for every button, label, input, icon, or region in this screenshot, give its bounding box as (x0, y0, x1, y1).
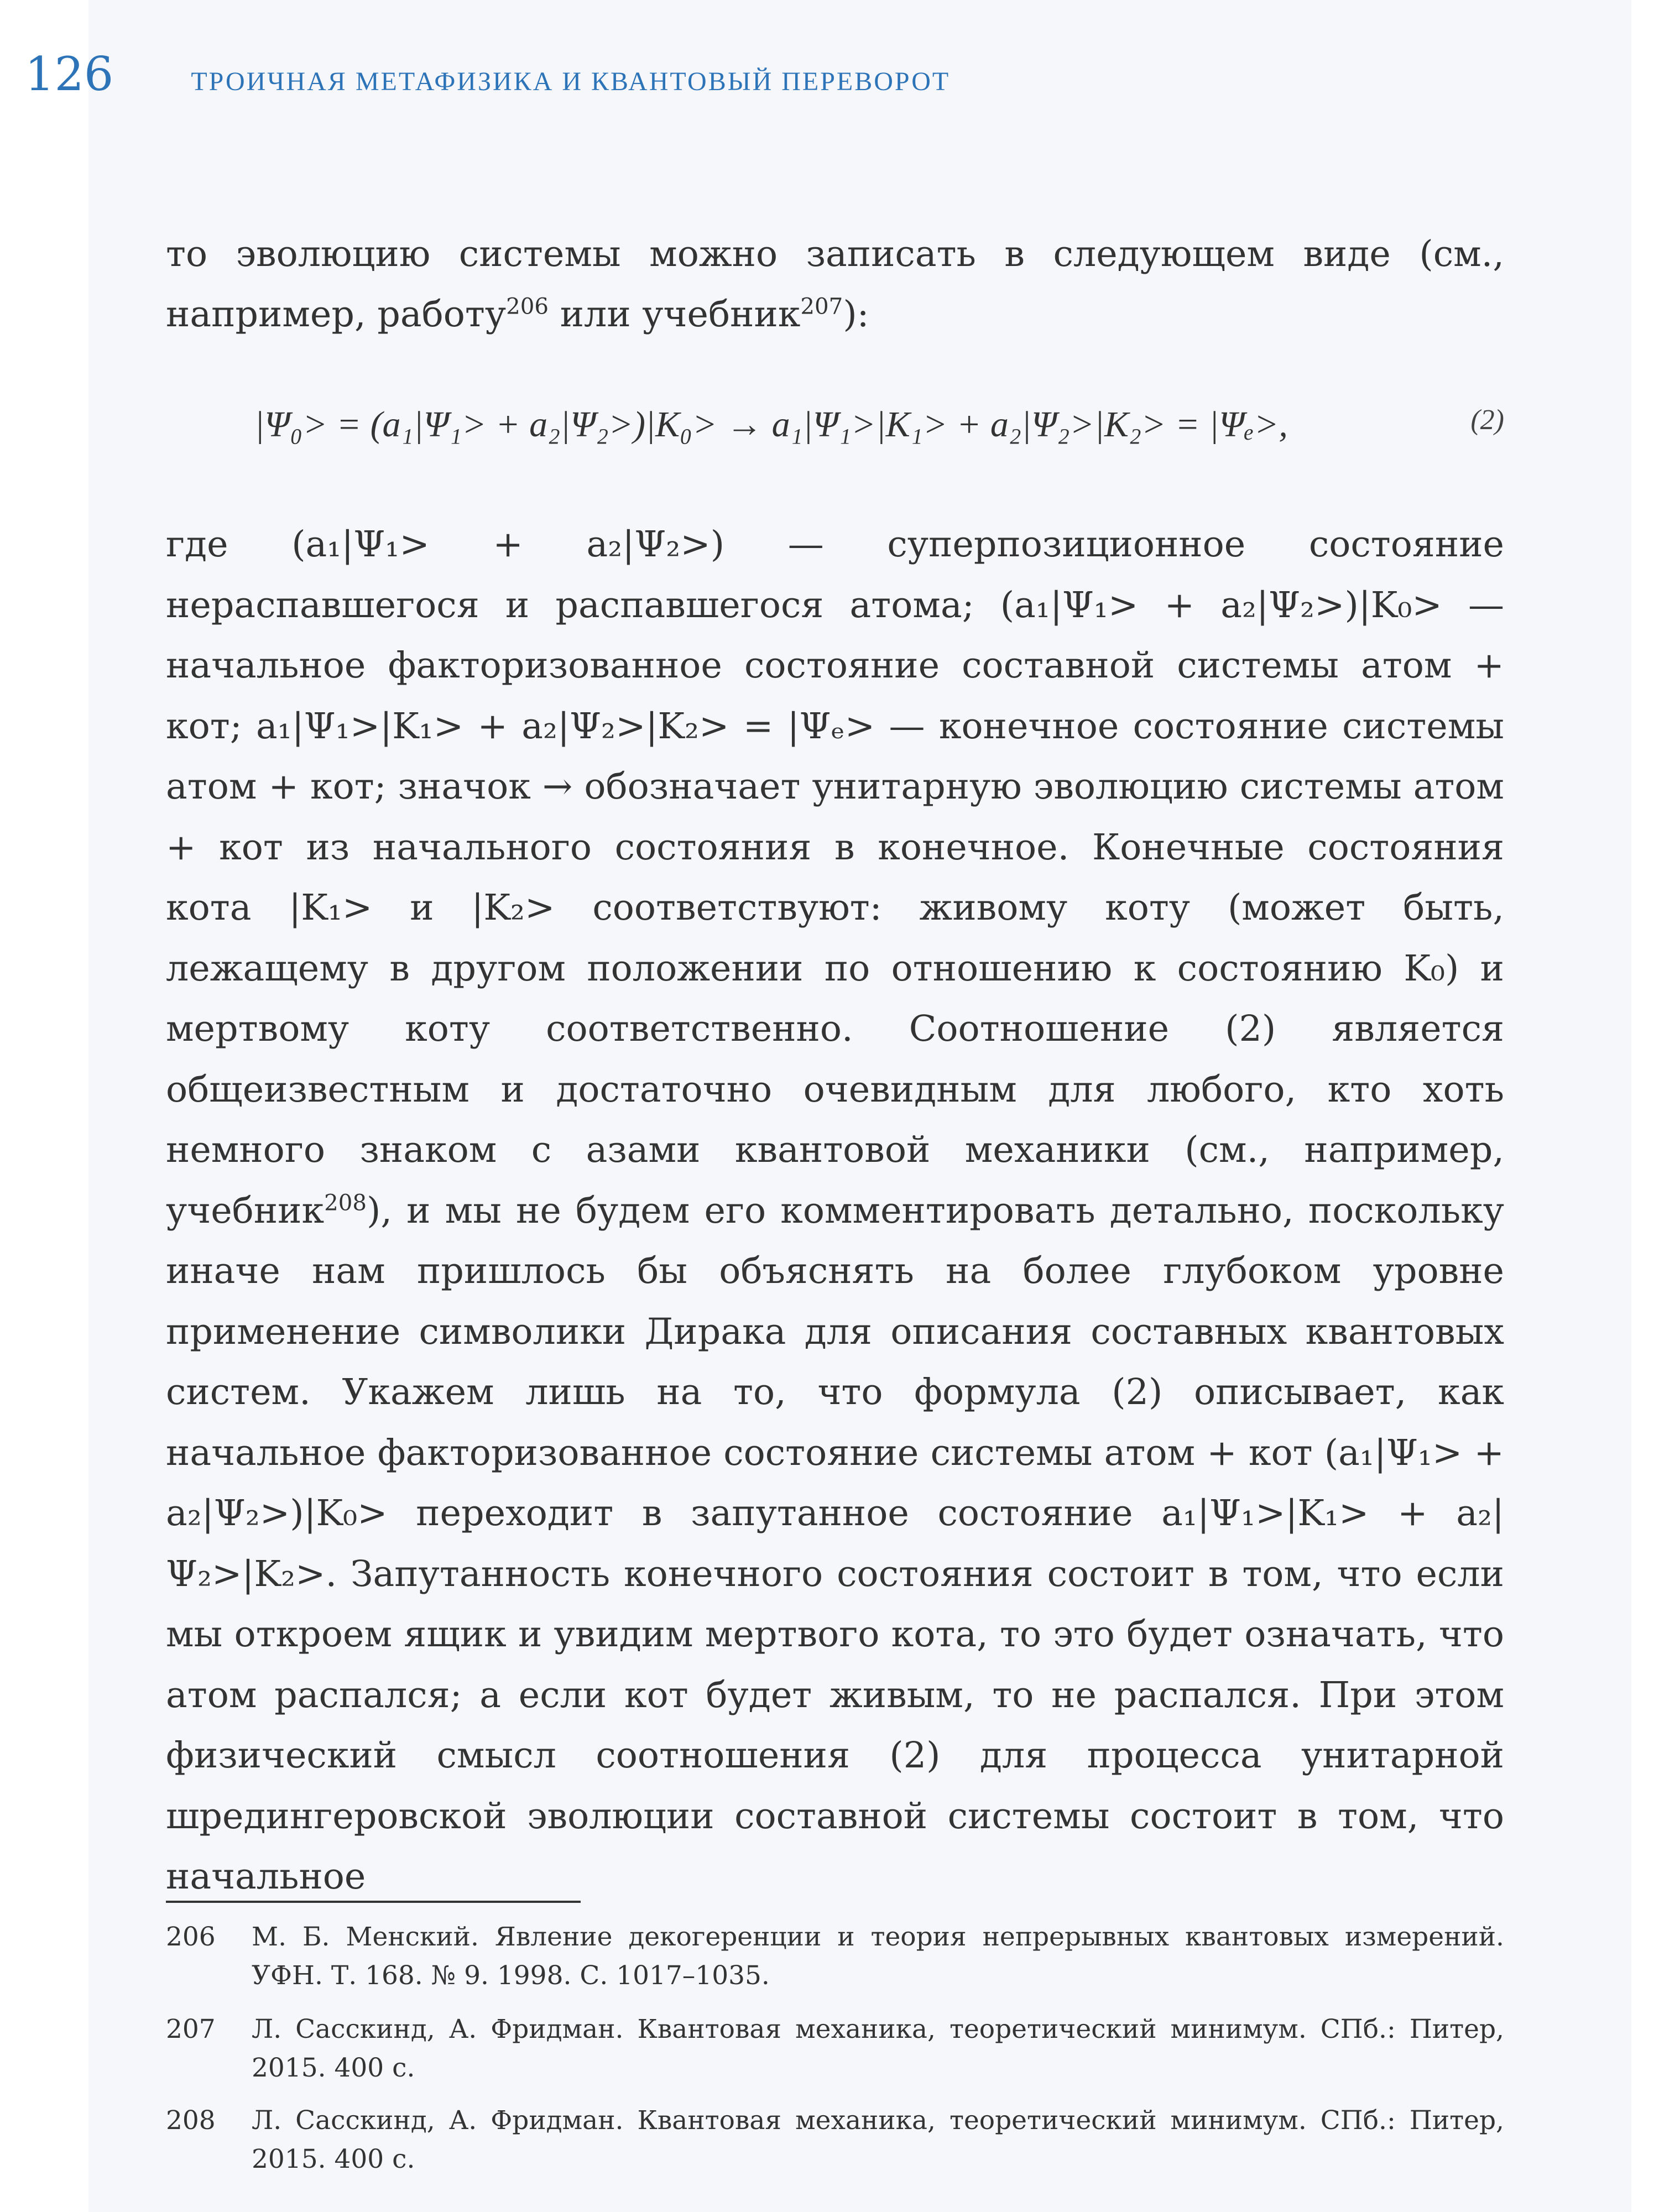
footnote-ref-207[interactable]: 207 (800, 293, 843, 320)
intro-text-a: то эволюцию системы можно записать в следующем виде (см., например, работу (166, 233, 1504, 335)
equation-expression: |Ψ₀> = (a₁|Ψ₁> + a₂|Ψ₂>)|K₀> → a₁|Ψ₁>|K₁> + a₂|Ψ₂>|K₂> = |Ψₑ>, (254, 404, 1288, 445)
footnote-208 (166, 2101, 1504, 2179)
intro-text-b: или учебник (549, 294, 801, 335)
footnote-divider (166, 1901, 581, 1903)
footnote-number: 208 (166, 2105, 216, 2136)
footnote-ref-208[interactable]: 208 (324, 1189, 367, 1215)
running-title: ТРОИЧНАЯ МЕТАФИЗИКА И КВАНТОВЫЙ ПЕРЕВОРОТ (191, 67, 951, 96)
main-paragraph (166, 514, 1504, 1907)
footnote-text: Л. Сасскинд, А. Фридман. Квантовая механика, теоретический минимум. СПб.: Питер, 2015. 400 с. (252, 2105, 1504, 2174)
equation-2 (254, 404, 1504, 446)
equation-number: (2) (1470, 404, 1504, 436)
footnote-number: 206 (166, 1922, 216, 1952)
intro-paragraph (166, 224, 1504, 345)
main-text-a: где (a₁|Ψ₁> + a₂|Ψ₂>) — суперпозиционное состояние нераспавшегося и распавшегося атома; (a₁|Ψ₁> + a₂|Ψ₂>)|K₀> — начальное факторизованное состояние составной системы атом + кот; a₁|Ψ₁>|K₁> + a₂|Ψ₂>|K₂> = |Ψₑ> — конечное состояние системы атом + кот; значок → обозначает унитарную эволюцию системы атом + кот из начального состояния в конечное. Конечные состояния кота |K₁> и |K₂> соответствуют: живому коту (может быть, лежащему в другом положении по отношению к состоянию K₀) и мертвому коту соответственно. Соотношение (2) является общеизвестным и достаточно очевидным для любого, кто хоть немного знаком с азами квантовой механики (см., например, учебник (166, 524, 1504, 1232)
footnote-207 (166, 2010, 1504, 2088)
footnote-text: Л. Сасскинд, А. Фридман. Квантовая механика, теоретический минимум. СПб.: Питер, 2015. 400 с. (252, 2014, 1504, 2083)
intro-text-c: ): (843, 294, 869, 335)
footnote-206 (166, 1918, 1504, 1995)
footnote-text: М. Б. Менский. Явление декогеренции и теория непрерывных квантовых измерений. УФН. Т. 168. № 9. 1998. С. 1017–1035. (252, 1922, 1504, 1991)
page-header (25, 47, 950, 119)
footnote-number: 207 (166, 2014, 216, 2044)
footnote-ref-206[interactable]: 206 (506, 293, 549, 320)
page-number: 126 (25, 47, 114, 101)
main-text-b: ), и мы не будем его комментировать детально, поскольку иначе нам пришлось бы объяснять на более глубоком уровне применение символики Дирака для описания составных квантовых систем. Укажем лишь на то, что формула (2) описывает, как начальное факторизованное состояние системы атом + кот (a₁|Ψ₁> + a₂|Ψ₂>)|K₀> переходит в запутанное состояние a₁|Ψ₁>|K₁> + a₂|Ψ₂>|K₂>. Запутанность конечного состояния состоит в том, что если мы откроем ящик и увидим мертвого кота, то это будет означать, что атом распался; а если кот будет живым, то не распался. При этом физический смысл соотношения (2) для процесса унитарной шредингеровской эволюции составной системы состоит в том, что начальное (166, 1190, 1504, 1897)
